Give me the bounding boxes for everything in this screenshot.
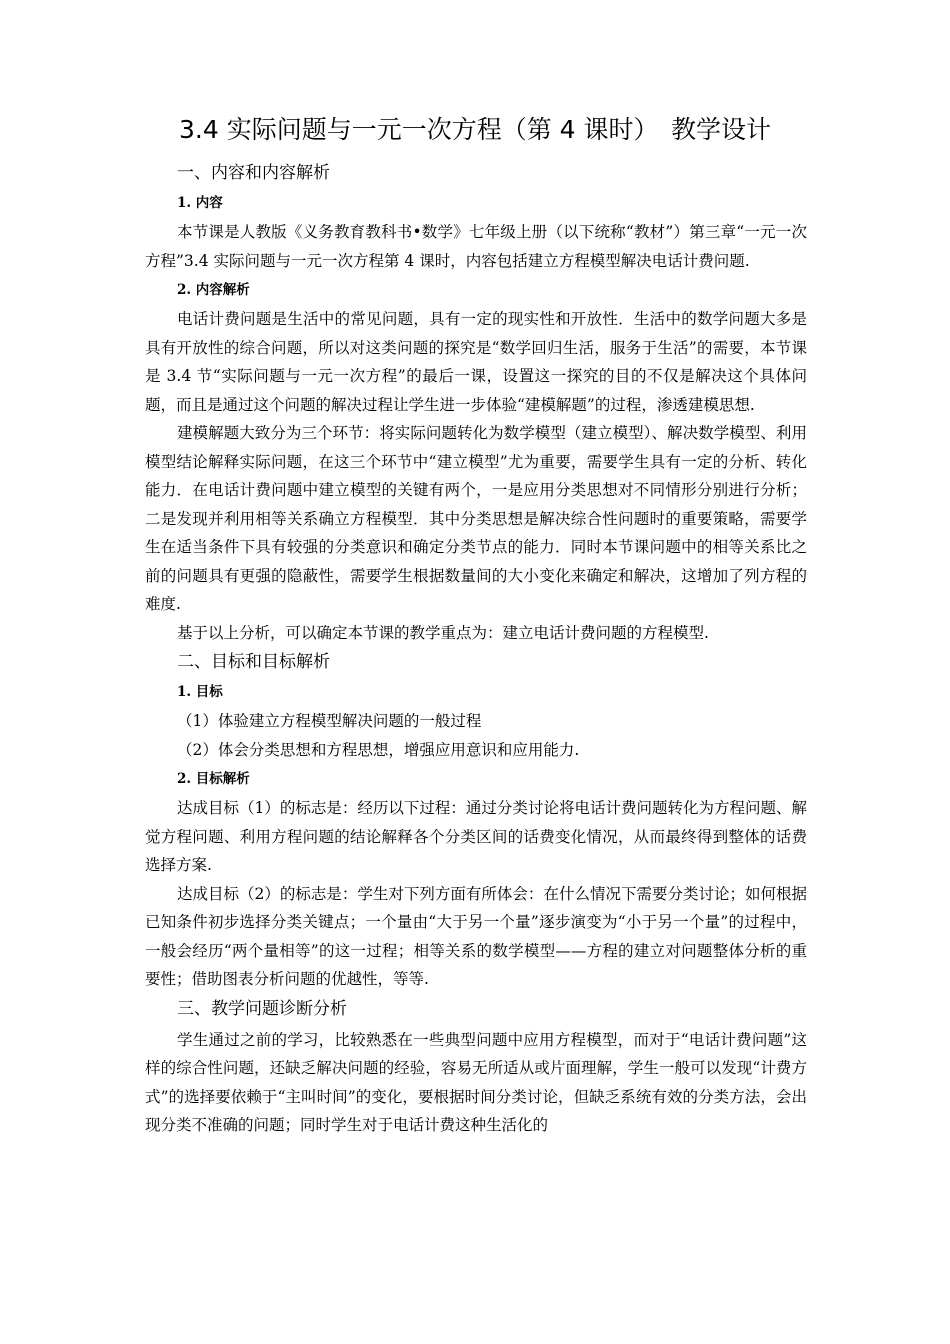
section-heading-2: 二、目标和目标解析: [177, 652, 330, 672]
document-title: 3.4 实际问题与一元一次方程（第 4 课时） 教学设计: [178, 115, 771, 144]
subsection-heading-content: 1. 内容: [177, 195, 223, 211]
document-body: [145, 158, 807, 1140]
paragraph-goal-analysis-1: 达成目标（1）的标志是：经历以下过程：通过分类讨论将电话计费问题转化为方程问题、解觉方程问题、利用方程问题的结论解释各个分类区间的话费变化情况，从而最终得到整体的话费选择方案.: [145, 799, 807, 874]
paragraph-diagnosis-1: 学生通过之前的学习，比较熟悉在一些典型问题中应用方程模型，而对于“电话计费问题”这样的综合性问题，还缺乏解决问题的经验，容易无所适从或片面理解，学生一般可以发现“计费方式”的选择要依赖于“主叫时间”的变化，要根据时间分类讨论，但缺乏系统有效的分类方法，会出现分类不准确的问题；同时学生对于电话计费这种生活化的: [145, 1030, 807, 1134]
paragraph-content: 本节课是人教版《义务教育教科书•数学》七年级上册（以下统称“教材”）第三章“一元一次方程”3.4 实际问题与一元一次方程第 4 课时，内容包括建立方程模型解决电话计费问题.: [145, 223, 807, 270]
paragraph-goal-analysis-2: 达成目标（2）的标志是：学生对下列方面有所体会：在什么情况下需要分类讨论；如何根据已知条件初步选择分类关键点；一个量由“大于另一个量”逐步演变为“小于另一个量”的过程中，一般会经历“两个量相等”的这一过程；相等关系的数学模型——方程的建立对问题整体分析的重要性；借助图表分析问题的优越性，等等.: [145, 884, 807, 988]
subsection-heading-content-analysis: 2. 内容解析: [177, 282, 250, 298]
goal-item-1: （1）体验建立方程模型解决问题的一般过程: [177, 712, 482, 730]
paragraph-analysis-3: 基于以上分析，可以确定本节课的教学重点为：建立电话计费问题的方程模型.: [177, 623, 709, 642]
subsection-heading-goals: 1. 目标: [177, 684, 223, 700]
paragraph-analysis-2: 建模解题大致分为三个环节：将实际问题转化为数学模型（建立模型）、解决数学模型、利用模型结论解释实际问题，在这三个环节中“建立模型”尤为重要，需要学生具有一定的分析、转化能力．在电话计费问题中建立模型的关键有两个，一是应用分类思想对不同情形分别进行分析；二是发现并利用相等关系确立方程模型．其中分类思想是解决综合性问题时的重要策略，需要学生在适当条件下具有较强的分类意识和确定分类节点的能力．同时本节课问题中的相等关系比之前的问题具有更强的隐蔽性，需要学生根据数量间的大小变化来确定和解决，这增加了列方程的难度.: [145, 424, 807, 613]
section-heading-1: 一、内容和内容解析: [177, 163, 330, 183]
section-heading-3: 三、教学问题诊断分析: [177, 998, 347, 1019]
subsection-heading-goal-analysis: 2. 目标解析: [177, 771, 250, 787]
paragraph-analysis-1: 电话计费问题是生活中的常见问题，具有一定的现实性和开放性．生活中的数学问题大多是具有开放性的综合问题，所以对这类问题的探究是“数学回归生活，服务于生活”的需要，本节课是 3.4 节“实际问题与一元一次方程”的最后一课，设置这一探究的目的不仅是解决这个具体问题，而且是通过这个问题的解决过程让学生进一步体验“建模解题”的过程，渗透建模思想.: [145, 310, 807, 414]
goal-item-2: （2）体会分类思想和方程思想，增强应用意识和应用能力.: [177, 740, 580, 759]
